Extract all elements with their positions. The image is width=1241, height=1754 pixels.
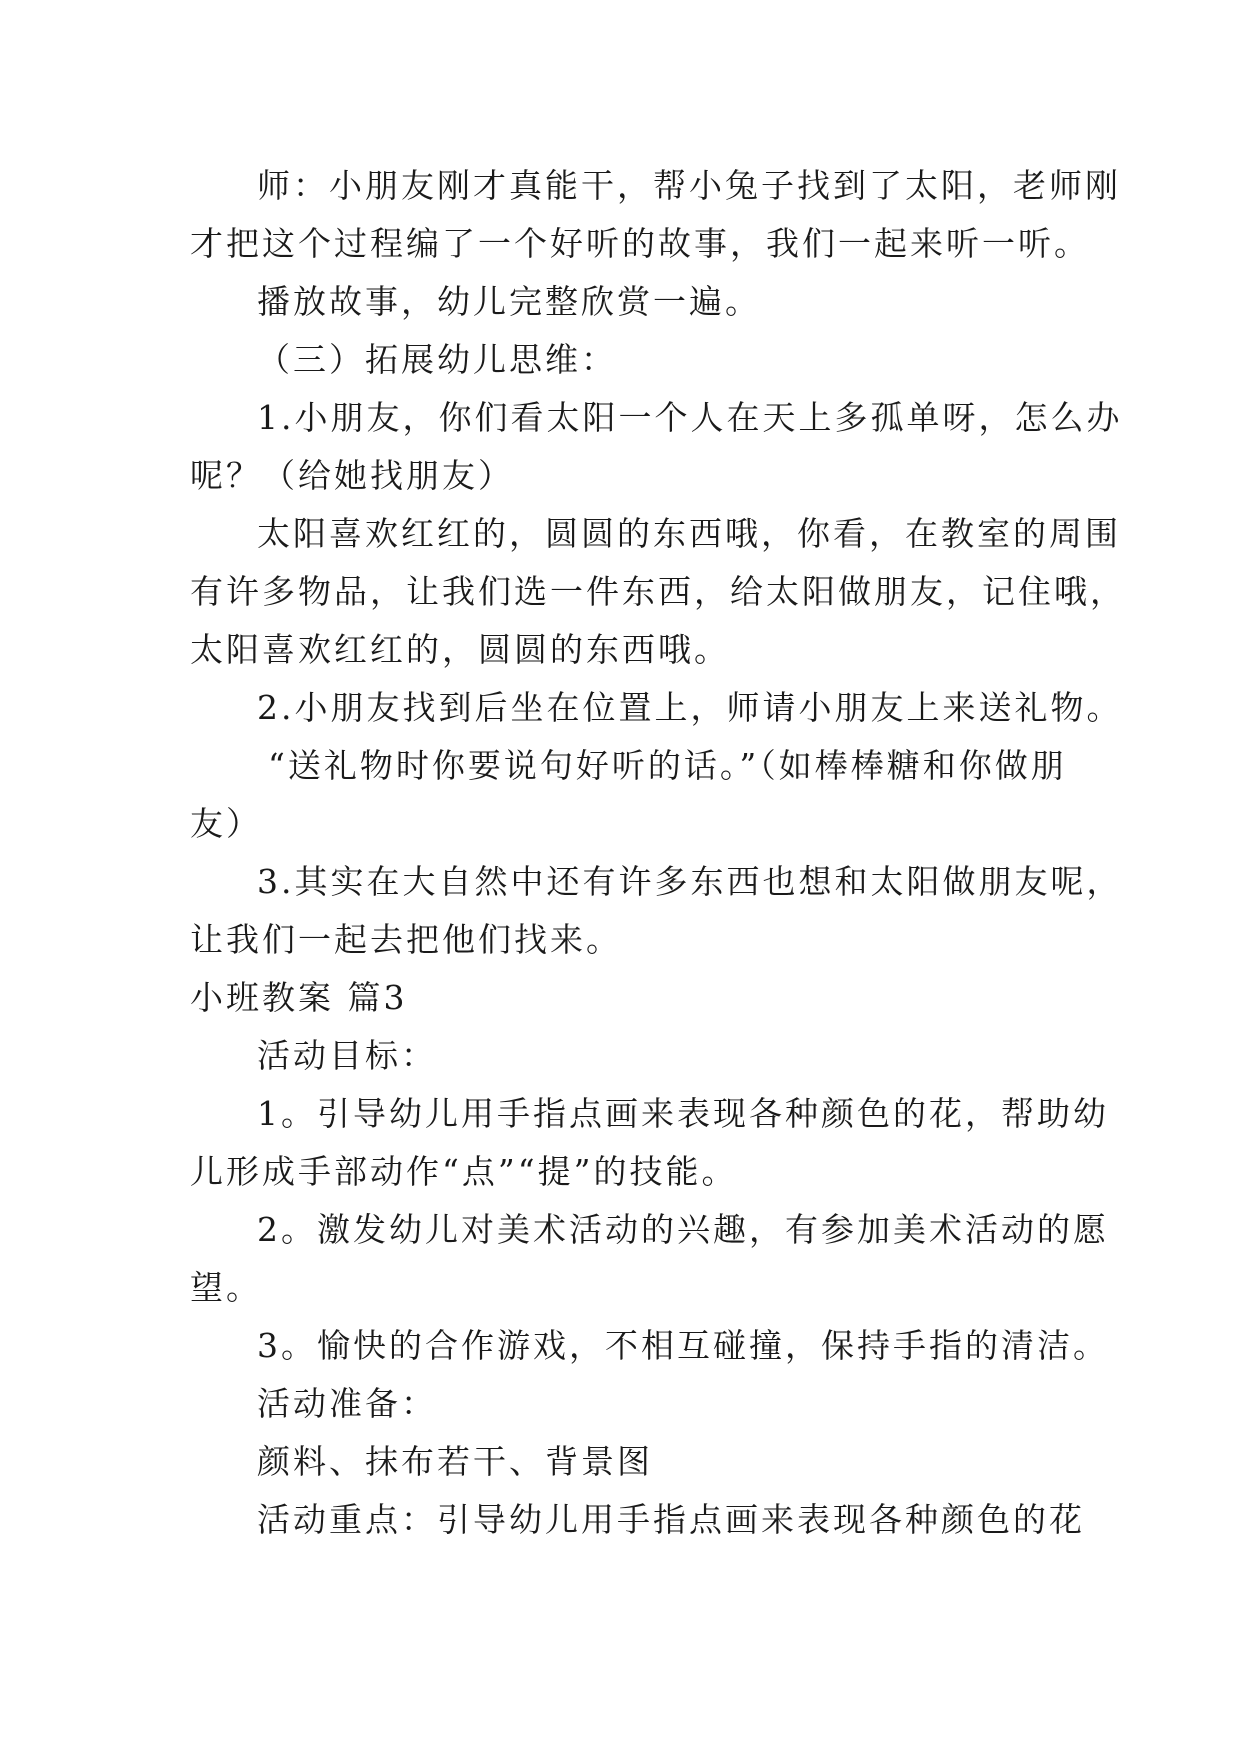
text-line: 3。愉快的合作游戏，不相互碰撞，保持手指的清洁。 <box>257 1326 1109 1365</box>
text-line: 2.小朋友找到后坐在位置上，师请小朋友上来送礼物。 <box>257 688 1123 727</box>
text-line: 播放故事，幼儿完整欣赏一遍。 <box>257 282 761 321</box>
text-line: 让我们一起去把他们找来。 <box>190 920 622 959</box>
text-line: 儿形成手部动作“点”“提”的技能。 <box>190 1152 738 1191</box>
section-heading: 活动准备： <box>257 1384 437 1423</box>
text-line: 2。激发幼儿对美术活动的兴趣，有参加美术活动的愿 <box>257 1210 1109 1249</box>
section-heading: （三）拓展幼儿思维： <box>257 340 617 379</box>
text-line: 太阳喜欢红红的，圆圆的东西哦。 <box>190 630 730 669</box>
text-line: 望。 <box>190 1268 262 1307</box>
article-title: 小班教案 篇3 <box>190 978 408 1017</box>
text-line: 太阳喜欢红红的，圆圆的东西哦，你看，在教室的周围 <box>257 514 1121 553</box>
text-line: 1。引导幼儿用手指点画来表现各种颜色的花，帮助幼 <box>257 1094 1109 1133</box>
text-line: 颜料、抹布若干、背景图 <box>257 1442 653 1481</box>
text-line: “送礼物时你要说句好听的话。”（如棒棒糖和你做朋 <box>268 746 1067 785</box>
text-line: 1.小朋友，你们看太阳一个人在天上多孤单呀，怎么办 <box>257 398 1123 437</box>
text-line: 有许多物品，让我们选一件东西，给太阳做朋友，记住哦， <box>190 572 1126 611</box>
text-line: 师：小朋友刚才真能干，帮小兔子找到了太阳，老师刚 <box>257 166 1121 205</box>
text-line: 3.其实在大自然中还有许多东西也想和太阳做朋友呢， <box>257 862 1123 901</box>
text-line: 呢？（给她找朋友） <box>190 456 514 495</box>
text-line: 友） <box>190 804 262 843</box>
text-line: 才把这个过程编了一个好听的故事，我们一起来听一听。 <box>190 224 1090 263</box>
text-line: 活动重点：引导幼儿用手指点画来表现各种颜色的花 <box>257 1500 1085 1539</box>
section-heading: 活动目标： <box>257 1036 437 1075</box>
